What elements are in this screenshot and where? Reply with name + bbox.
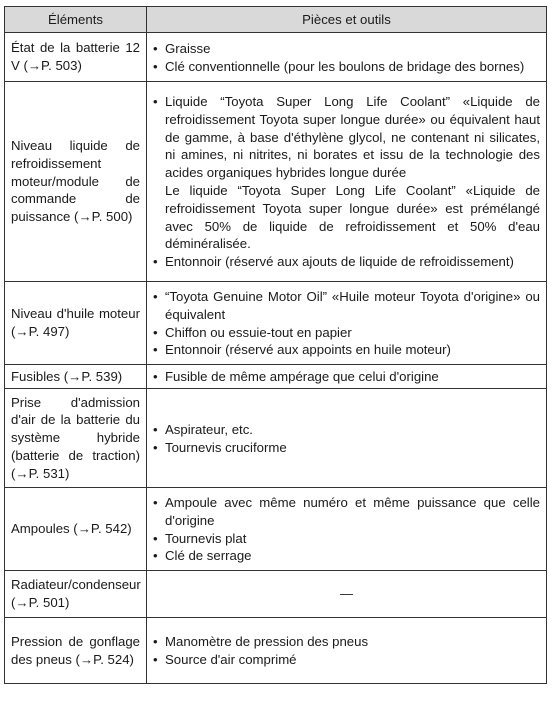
header-elements: Éléments bbox=[5, 7, 147, 33]
list-item: • Liquide “Toyota Super Long Life Coolant” «Liquide de refroidissement Toyota super longue durée» ou équivalent haut de gamme, à base d'éthylène glycol, ne contenant ni silicates, ni amines, ni nitrites, ni borates et issu de la technologie des acides organiques hybrides longue durée Le liquide “Toyota Super Long Life Coolant” «Liquide de refroidissement Toyota super longue durée» est prémélangé avec 50% de liquide de refroidissement et 50% d'eau déminéralisée. bbox=[153, 93, 540, 253]
list-item: • Ampoule avec même numéro et même puissance que celle d'origine bbox=[153, 494, 540, 530]
row-element: Radiateur/condenseur (→P. 501) bbox=[5, 571, 147, 618]
item-list bbox=[153, 40, 540, 76]
row-element: Niveau liquide de refroidissement moteur/module de commande de puissance (→P. 500) bbox=[5, 82, 147, 282]
row-element: Ampoules (→P. 542) bbox=[5, 488, 147, 571]
item-list bbox=[153, 421, 540, 457]
table-row bbox=[5, 488, 547, 571]
list-item: • Tournevis cruciforme bbox=[153, 439, 540, 457]
table-row bbox=[5, 365, 547, 389]
table-row bbox=[5, 33, 547, 82]
list-item: • Fusible de même ampérage que celui d'origine bbox=[153, 368, 540, 386]
item-list bbox=[153, 494, 540, 565]
row-items bbox=[147, 618, 547, 684]
table-row bbox=[5, 571, 547, 618]
list-item: • Manomètre de pression des pneus bbox=[153, 633, 540, 651]
item-list bbox=[153, 93, 540, 271]
row-element: Fusibles (→P. 539) bbox=[5, 365, 147, 389]
table-header-row bbox=[5, 7, 547, 33]
row-items bbox=[147, 488, 547, 571]
list-item: • “Toyota Genuine Motor Oil” «Huile moteur Toyota d'origine» ou équivalent bbox=[153, 288, 540, 324]
row-items bbox=[147, 82, 547, 282]
list-item: • Entonnoir (réservé aux ajouts de liquide de refroidissement) bbox=[153, 253, 540, 271]
row-element: Pression de gonflage des pneus (→P. 524) bbox=[5, 618, 147, 684]
list-item: • Source d'air comprimé bbox=[153, 651, 540, 669]
row-items bbox=[147, 389, 547, 488]
row-items bbox=[147, 282, 547, 365]
item-list bbox=[153, 368, 540, 386]
item-list bbox=[153, 633, 540, 669]
header-parts-tools: Pièces et outils bbox=[147, 7, 547, 33]
row-items bbox=[147, 365, 547, 389]
row-element: Niveau d'huile moteur (→P. 497) bbox=[5, 282, 147, 365]
row-element: Prise d'admission d'air de la batterie du système hybride (batterie de traction) (→P. 531) bbox=[5, 389, 147, 488]
item-list bbox=[153, 288, 540, 359]
row-items bbox=[147, 33, 547, 82]
empty-dash: — bbox=[147, 571, 547, 618]
table-row bbox=[5, 82, 547, 282]
list-item: • Clé conventionnelle (pour les boulons de bridage des bornes) bbox=[153, 58, 540, 76]
list-item: • Tournevis plat bbox=[153, 530, 540, 548]
list-item: • Aspirateur, etc. bbox=[153, 421, 540, 439]
table-row bbox=[5, 389, 547, 488]
row-element: État de la batterie 12 V (→P. 503) bbox=[5, 33, 147, 82]
list-item: • Graisse bbox=[153, 40, 540, 58]
table-row bbox=[5, 282, 547, 365]
list-item: • Entonnoir (réservé aux appoints en huile moteur) bbox=[153, 341, 540, 359]
table-row bbox=[5, 618, 547, 684]
list-item: • Clé de serrage bbox=[153, 547, 540, 565]
parts-tools-table bbox=[4, 6, 547, 684]
list-item: • Chiffon ou essuie-tout en papier bbox=[153, 324, 540, 342]
